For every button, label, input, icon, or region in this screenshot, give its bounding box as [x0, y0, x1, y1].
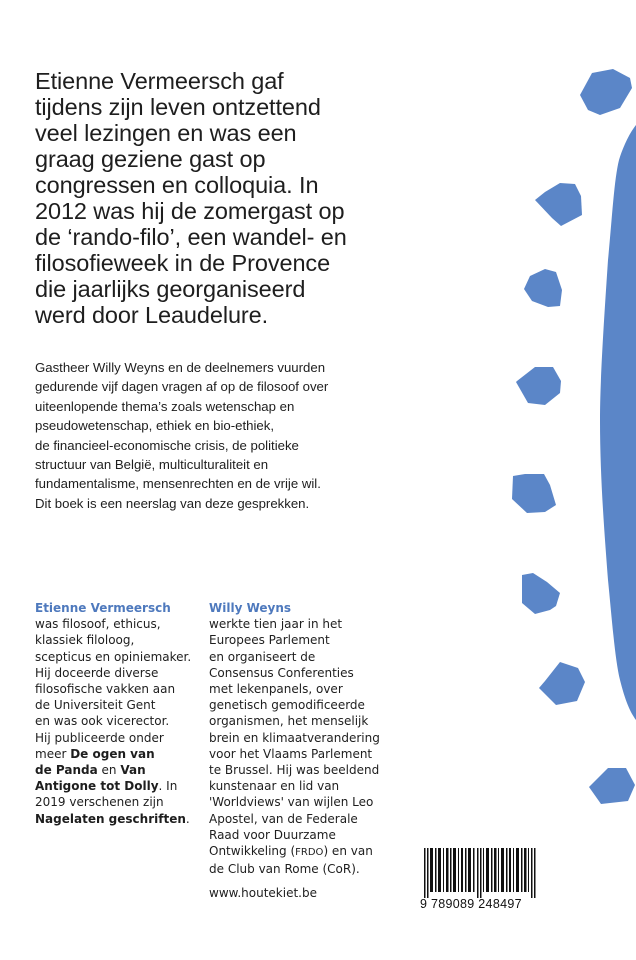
pebble-shape-2 [535, 183, 582, 226]
vertical-blob-shape [600, 125, 636, 720]
bio-line: de Club van Rome (CoR). [209, 862, 360, 877]
bio-line: filosofische vakken aan [35, 682, 176, 697]
bio-line: was filosoof, ethicus, [35, 617, 161, 632]
bio-line [35, 811, 200, 827]
isbn-number: 9 789089 248497 [420, 897, 522, 911]
author-bio-vermeersch [35, 600, 200, 827]
publisher-website[interactable]: www.houtekiet.be [209, 886, 317, 900]
bio-line: Consensus Conferenties [209, 665, 354, 680]
intro-line: de ‘rando-filo’, een wandel- en [35, 224, 347, 250]
summary-line: uiteenlopende thema’s zoals wetenschap en [35, 398, 295, 414]
summary-line: Gastheer Willy Weyns en de deelnemers vuurden [35, 360, 326, 375]
bio-line: de Universiteit Gent [35, 698, 156, 713]
pebble-shape-5 [512, 474, 556, 513]
intro-paragraph [35, 68, 435, 328]
bio-line [35, 746, 200, 762]
bio-line [209, 843, 399, 861]
intro-line: 2012 was hij de zomergast op [35, 198, 345, 224]
bio-line: met lekenpanels, over [209, 682, 343, 697]
intro-line: werd door Leaudelure. [35, 302, 269, 328]
pebble-shape-6 [522, 573, 560, 614]
summary-line: de financieel-economische crisis, de politieke [35, 437, 299, 453]
bio-text: ) en van [323, 844, 373, 859]
bio-line: brein en klimaatverandering [209, 730, 380, 745]
pebble-shape-3 [524, 269, 562, 307]
bio-line: 'Worldviews' van wijlen Leo [209, 795, 374, 810]
bio-text: Ontwikkeling ( [209, 844, 296, 859]
summary-line: gedurende vijf dagen vragen af op de filosoof over [35, 379, 329, 395]
acronym-frdo: FRDO [295, 847, 324, 859]
pebble-shape-4 [516, 367, 561, 405]
book-title: De ogen van [70, 746, 155, 761]
bio-line: scepticus en opiniemaker. [35, 649, 192, 664]
bio-text: . In [158, 779, 178, 794]
bio-line: klassiek filoloog, [35, 633, 135, 648]
bio-line [35, 778, 200, 794]
book-title: Nagelaten geschriften [35, 811, 186, 826]
bio-line: Hij doceerde diverse [35, 665, 159, 680]
bio-text: . [185, 811, 190, 826]
book-title: de Panda [35, 763, 98, 778]
pebble-shape-7 [539, 662, 585, 705]
bio-line: Raad voor Duurzame [209, 827, 336, 842]
bio-text: en [97, 763, 121, 778]
summary-paragraph [35, 358, 415, 513]
bio-line: werkte tien jaar in het [209, 617, 343, 632]
intro-line: congressen en colloquia. In [35, 172, 319, 198]
pebble-shape-1 [580, 69, 632, 115]
barcode-bars-icon [420, 848, 545, 898]
book-title: Antigone tot Dolly [35, 779, 159, 794]
intro-line: tijdens zijn leven ontzettend [35, 94, 321, 120]
summary-line: fundamentalisme, mensenrechten en de vrije wil. [35, 476, 321, 492]
bio-line: Apostel, van de Federale [209, 811, 358, 826]
intro-line: graag geziene gast op [35, 146, 266, 172]
bio-line [35, 762, 200, 778]
author-bio-weyns [209, 600, 399, 877]
bio-line: en was ook vicerector. [35, 714, 170, 729]
intro-line: Etienne Vermeersch gaf [35, 68, 284, 94]
book-title: Van [120, 763, 146, 778]
intro-line: die jaarlijks georganiseerd [35, 276, 306, 302]
bio-line: kunstenaar en lid van [209, 779, 340, 794]
summary-line: structuur van België, multiculturaliteit en [35, 457, 269, 473]
bio-line: 2019 verschenen zijn [35, 795, 164, 810]
bio-line: genetisch gemodificeerde [209, 698, 365, 713]
summary-line: pseudowetenschap, ethiek en bio-ethiek, [35, 418, 275, 434]
intro-line: filosofieweek in de Provence [35, 250, 331, 276]
intro-line: veel lezingen en was een [35, 120, 297, 146]
summary-line: Dit boek is een neerslag van deze gesprekken. [35, 495, 310, 511]
author-name: Willy Weyns [209, 601, 292, 615]
bio-line: Europees Parlement [209, 633, 330, 648]
bio-line: te Brussel. Hij was beeldend [209, 763, 380, 778]
bio-line: Hij publiceerde onder [35, 730, 164, 745]
bio-line: organismen, het menselijk [209, 714, 369, 729]
bio-line: voor het Vlaams Parlement [209, 746, 373, 761]
bio-text: meer [35, 746, 71, 761]
author-name: Etienne Vermeersch [35, 601, 171, 615]
bio-line: en organiseert de [209, 649, 316, 664]
pebble-shape-8 [589, 768, 635, 804]
